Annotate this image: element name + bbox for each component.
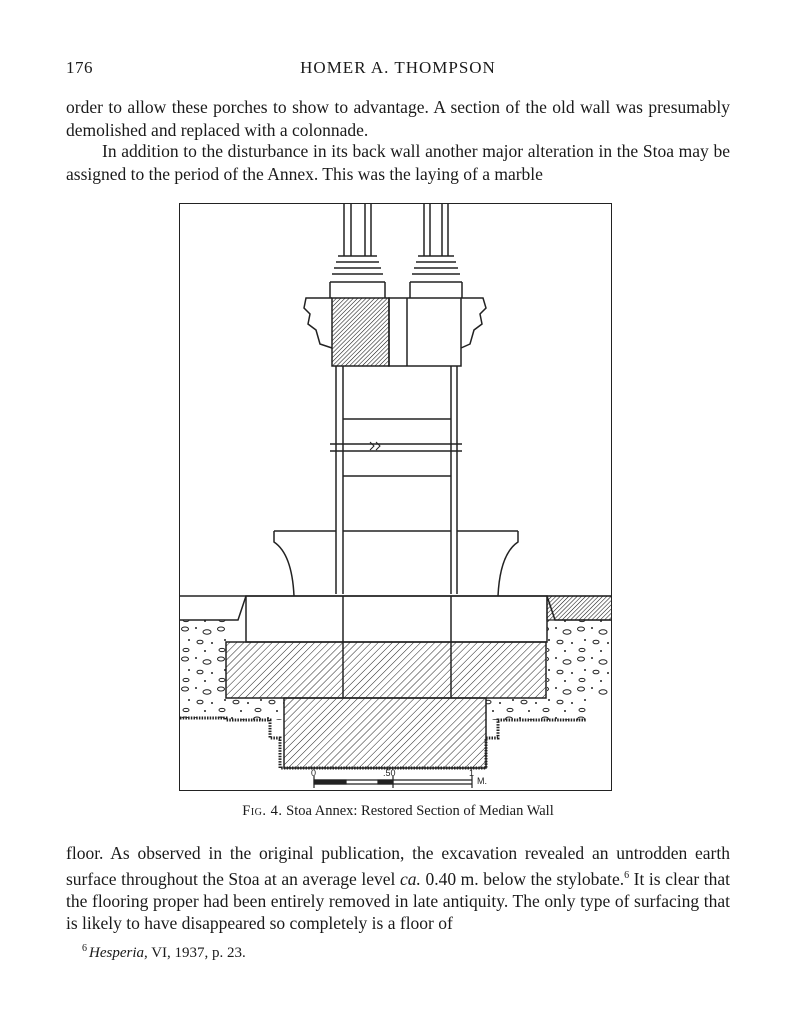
- page-header: [66, 58, 730, 80]
- column-left: [330, 204, 385, 298]
- column-right: [410, 204, 462, 298]
- base-moulding: [274, 531, 518, 596]
- scale-label-0: 0: [311, 768, 317, 778]
- figure-caption: [66, 803, 730, 820]
- running-head: HOMER A. THOMPSON: [300, 58, 496, 77]
- paragraph-3-part-2: 0.40 m. below the stylobate.: [425, 868, 625, 889]
- section-drawing: [180, 204, 612, 791]
- paragraph-3: [66, 842, 730, 935]
- shaft: [330, 366, 462, 594]
- footnote: [82, 943, 246, 962]
- figure-section-drawing: [179, 203, 612, 791]
- scale-label-unit: M.: [477, 776, 487, 786]
- footnote-journal: Hesperia: [89, 945, 144, 961]
- floor-slab: [547, 596, 612, 620]
- scale-label-1: 1: [469, 768, 475, 778]
- figure-label: Fig. 4.: [242, 803, 283, 819]
- page-number: 176: [66, 58, 93, 77]
- paragraph-3-part-3: It is clear that the flooring proper had been entirely removed in late antiquity. The only type of surfacing that is likely to have disappeared so completely is a floor of: [66, 868, 730, 934]
- scale-label-half: .50: [383, 768, 396, 778]
- paragraph-3-part-1: floor. As observed in the original publication, the excavation revealed an untrodden earth surface throughout the Stoa at an average level: [66, 843, 730, 889]
- footnote-citation: , VI, 1937, p. 23.: [144, 945, 246, 961]
- paragraph-1: order to allow these porches to show to advantage. A section of the old wall was presumably demolished and replaced with a colonnade.: [66, 97, 730, 140]
- figure-caption-text: Stoa Annex: Restored Section of Median Wall: [286, 803, 554, 819]
- paragraph-2: In addition to the disturbance in its back wall another major alteration in the Stoa may be assigned to the period of the Annex. This was the laying of a marble: [66, 141, 730, 184]
- footnote-ref[interactable]: 6: [624, 869, 630, 881]
- capital-block: [304, 298, 486, 366]
- footnote-mark: 6: [82, 943, 87, 954]
- ca-abbrev: ca.: [399, 868, 421, 889]
